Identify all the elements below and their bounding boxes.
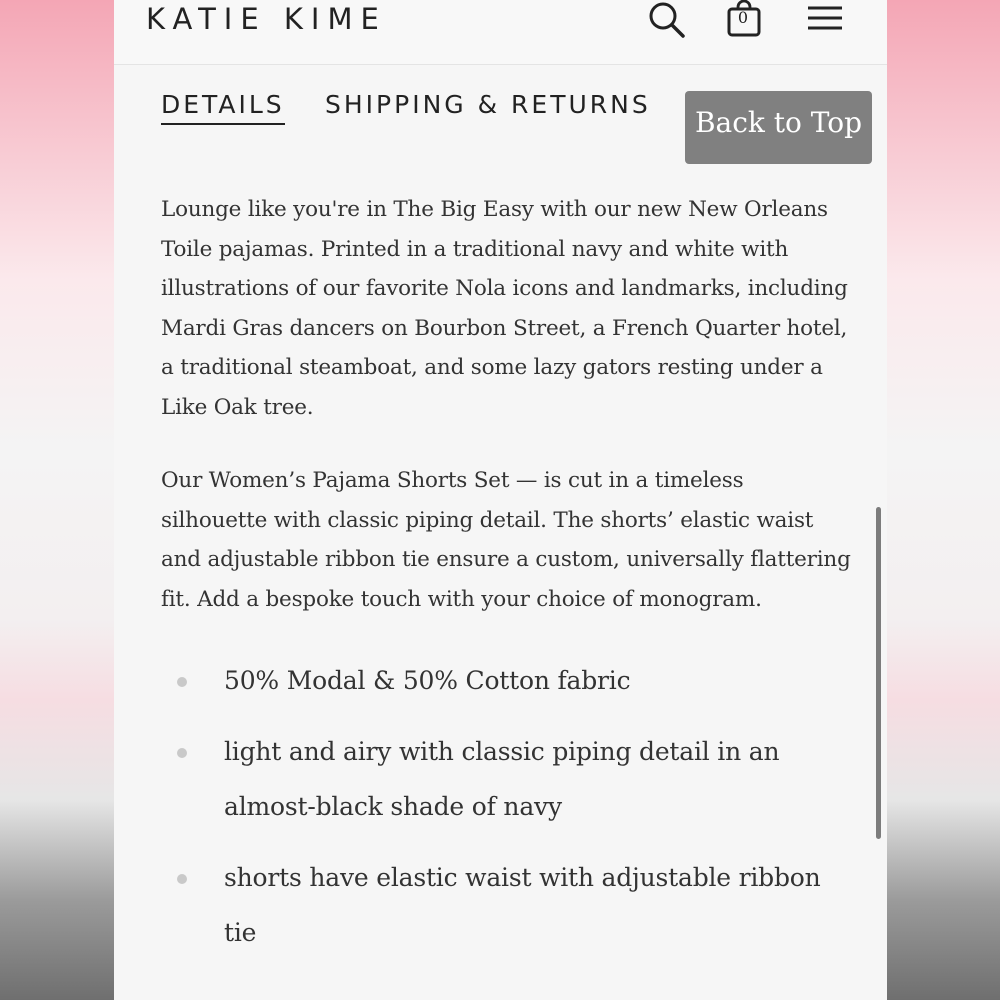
list-item [161, 653, 851, 708]
search-icon[interactable] [646, 0, 686, 44]
tab-shipping-returns[interactable]: SHIPPING & RETURNS [325, 90, 651, 119]
list-item [161, 850, 851, 960]
site-logo[interactable]: KATIE KIME [146, 2, 387, 36]
feature-list [161, 653, 851, 960]
description-paragraph: Our Women’s Pajama Shorts Set — is cut in a timeless silhouette with classic piping detail. The shorts’ elastic waist and adjustable ribbon tie ensure a custom, universally flattering fit. Add a bespoke touch with your choice of monogram. [161, 468, 851, 612]
cart-count: 0 [737, 8, 749, 27]
site-header [114, 0, 887, 65]
back-to-top-button[interactable]: Back to Top [685, 91, 872, 164]
product-description [161, 190, 851, 976]
scrollbar[interactable] [876, 507, 881, 839]
bullet-dot [177, 748, 187, 758]
bullet-dot [177, 874, 187, 884]
bullet-dot [177, 677, 187, 687]
description-paragraph: Lounge like you're in The Big Easy with our new New Orleans Toile pajamas. Printed in a traditional navy and white with illustrations of our favorite Nola icons and landmarks, including Mardi Gras dancers on Bourbon Street, a French Quarter hotel, a traditional steamboat, and some lazy gators resting under a Like Oak tree. [161, 197, 848, 420]
list-item-text: shorts have elastic waist with adjustable ribbon tie [224, 863, 821, 947]
menu-icon[interactable] [806, 4, 844, 38]
list-item [161, 724, 851, 834]
product-page [114, 0, 887, 1000]
tab-details[interactable]: DETAILS [161, 90, 285, 125]
list-item-text: 50% Modal & 50% Cotton fabric [224, 666, 631, 695]
list-item-text: light and airy with classic piping detail in an almost-black shade of navy [224, 737, 780, 821]
